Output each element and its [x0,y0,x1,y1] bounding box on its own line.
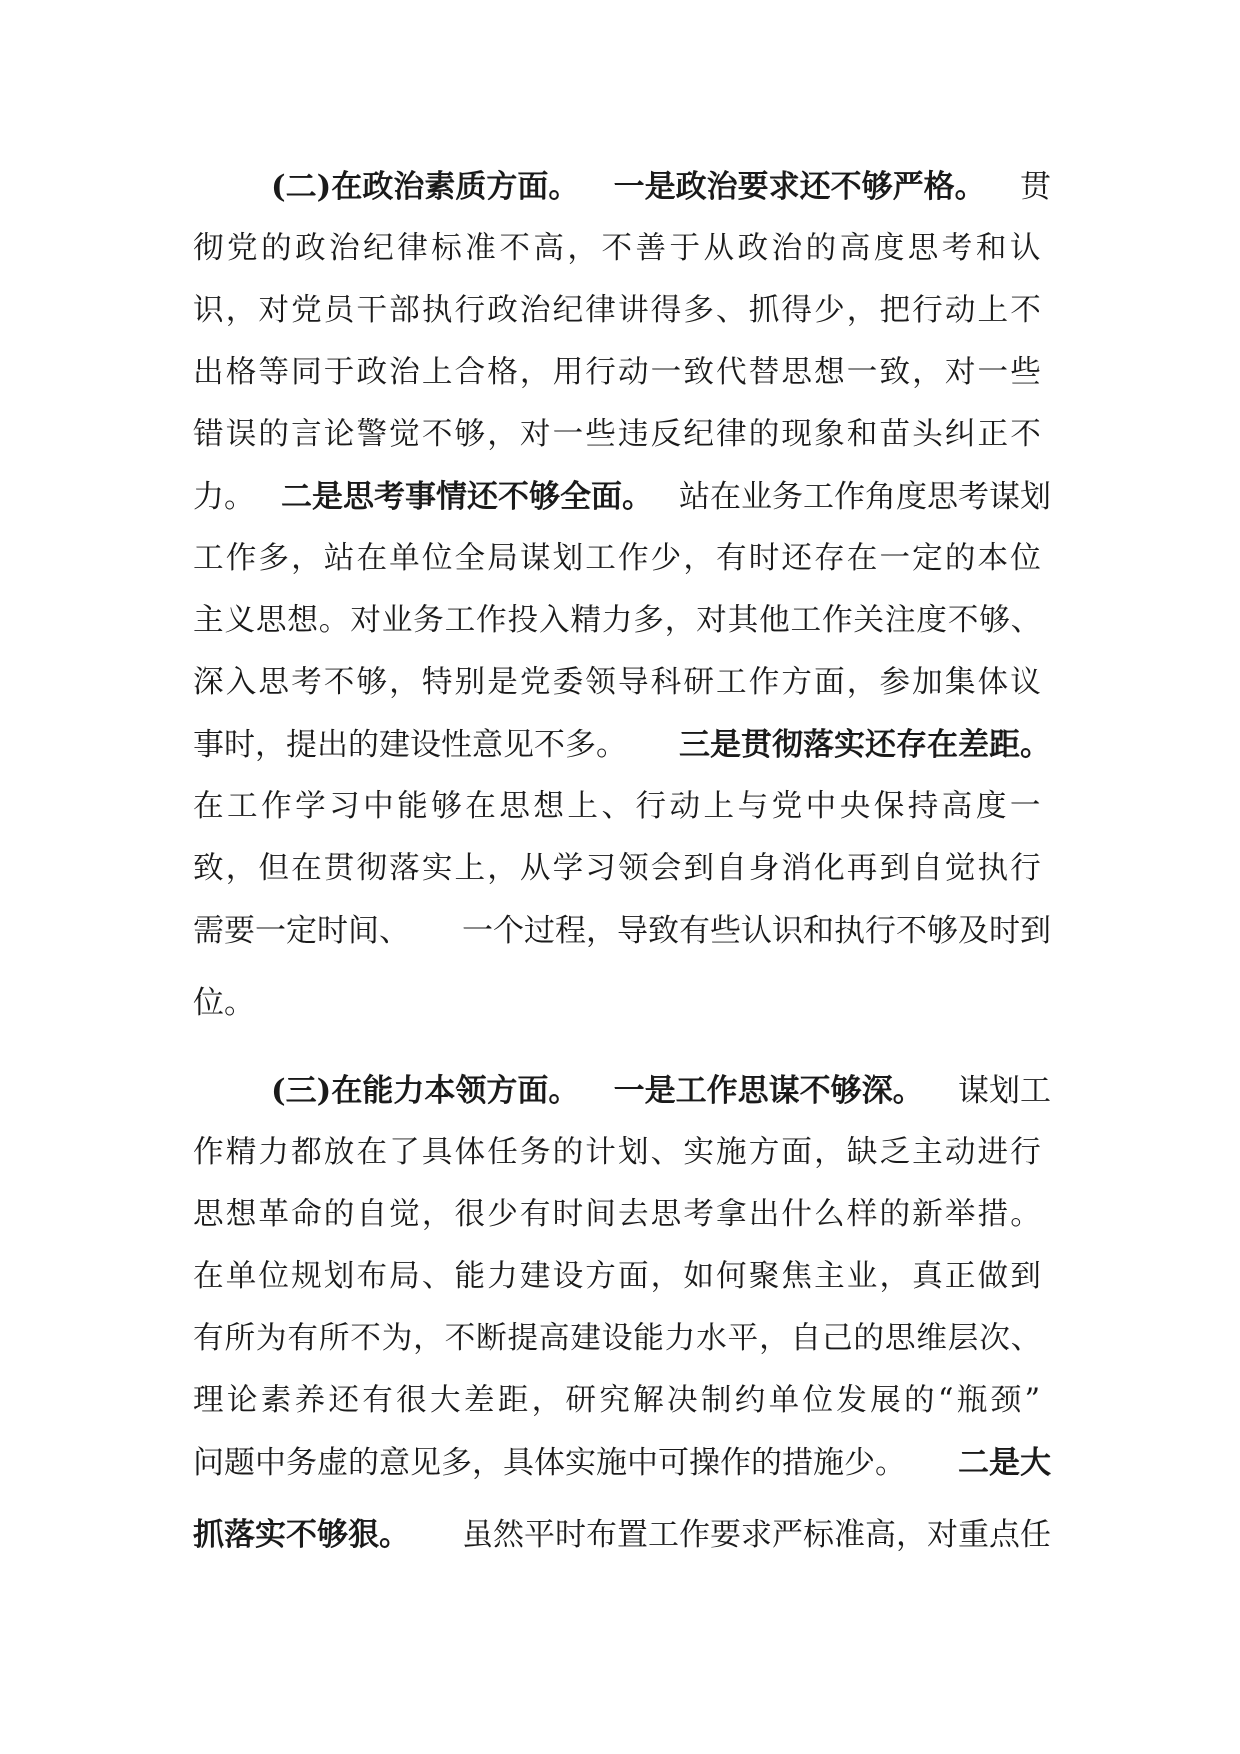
paragraph-line [193,1432,1051,1494]
paragraph-line [193,528,1051,590]
paragraph-line [271,1060,1051,1122]
paragraph-line [193,590,1051,652]
paragraph-line [193,1370,1051,1432]
body-text: 力。 [193,479,255,515]
paragraph-line [193,404,1051,466]
body-text: 在单位规划布局、能力建设方面，如何聚焦主业，真正做到 [193,1259,1043,1294]
paragraph-line [271,156,1051,218]
body-text: 识，对党员干部执行政治纪律讲得多、抓得少，把行动上不 [193,293,1043,328]
point-heading: 抓落实不够狠。 [193,1517,410,1553]
paragraph-line [193,838,1051,900]
paragraph-line [193,218,1051,280]
body-text: 思想革命的自觉，很少有时间去思考拿出什么样的新举措。 [193,1197,1043,1232]
paragraph-line [193,900,1051,962]
point-heading: 二是思考事情还不够全面。 [281,479,653,515]
paragraph-line [193,776,1051,838]
body-text: 站在业务工作角度思考谋划 [679,479,1051,515]
body-text: 彻党的政治纪律标准不高，不善于从政治的高度思考和认 [193,231,1044,266]
body-text: 虽然平时布置工作要求严标准高，对重点任 [462,1517,1051,1553]
body-text: 位。 [193,985,255,1021]
point-heading: 二是大 [958,1445,1051,1481]
body-text: 理论素养还有很大差距，研究解决制约单位发展的“瓶颈” [193,1383,1044,1418]
body-text: 贯 [1020,169,1051,205]
body-text: 致，但在贯彻落实上，从学习领会到自身消化再到自觉执行 [193,851,1043,886]
point-heading: 一是政治要求还不够严格。 [613,169,986,205]
body-text: 问题中务虚的意见多，具体实施中可操作的措施少。 [193,1445,906,1481]
body-text: 工作多，站在单位全局谋划工作少，有时还存在一定的本位 [193,541,1043,576]
body-text: 作精力都放在了具体任务的计划、实施方面，缺乏主动进行 [193,1135,1043,1170]
paragraph-line [193,342,1051,404]
paragraph-line [193,280,1051,342]
body-text: 在工作学习中能够在思想上、行动上与党中央保持高度一 [193,789,1044,824]
paragraph-line [193,1504,1051,1566]
paragraph-line [193,466,1051,528]
body-text: 有所为有所不为，不断提高建设能力水平，自己的思维层次、 [193,1321,1043,1356]
paragraph-line [193,714,1051,776]
paragraph-line [193,1184,1051,1246]
paragraph-line [193,652,1051,714]
point-heading: 三是贯彻落实还存在差距。 [679,727,1051,763]
paragraph-line [193,972,1051,1034]
section-heading: (三)在能力本领方面。 [271,1073,580,1109]
body-text: 一个过程，导致有些认识和执行不够及时到 [462,913,1051,949]
body-text: 错误的言论警觉不够，对一些违反纪律的现象和苗头纠正不 [193,417,1043,452]
paragraph-line [193,1246,1051,1308]
body-text: 需要一定时间、 [193,913,410,949]
paragraph-line [193,1308,1051,1370]
section-heading: (二)在政治素质方面。 [271,169,580,205]
body-text: 深入思考不够，特别是党委领导科研工作方面，参加集体议 [193,665,1043,700]
body-text: 出格等同于政治上合格，用行动一致代替思想一致，对一些 [193,355,1043,390]
paragraph-line [193,1122,1051,1184]
body-text: 主义思想。对业务工作投入精力多，对其他工作关注度不够、 [193,603,1043,638]
body-text: 事时，提出的建设性意见不多。 [193,727,627,763]
body-text: 谋划工 [958,1073,1051,1109]
point-heading: 一是工作思谋不够深。 [613,1073,924,1109]
